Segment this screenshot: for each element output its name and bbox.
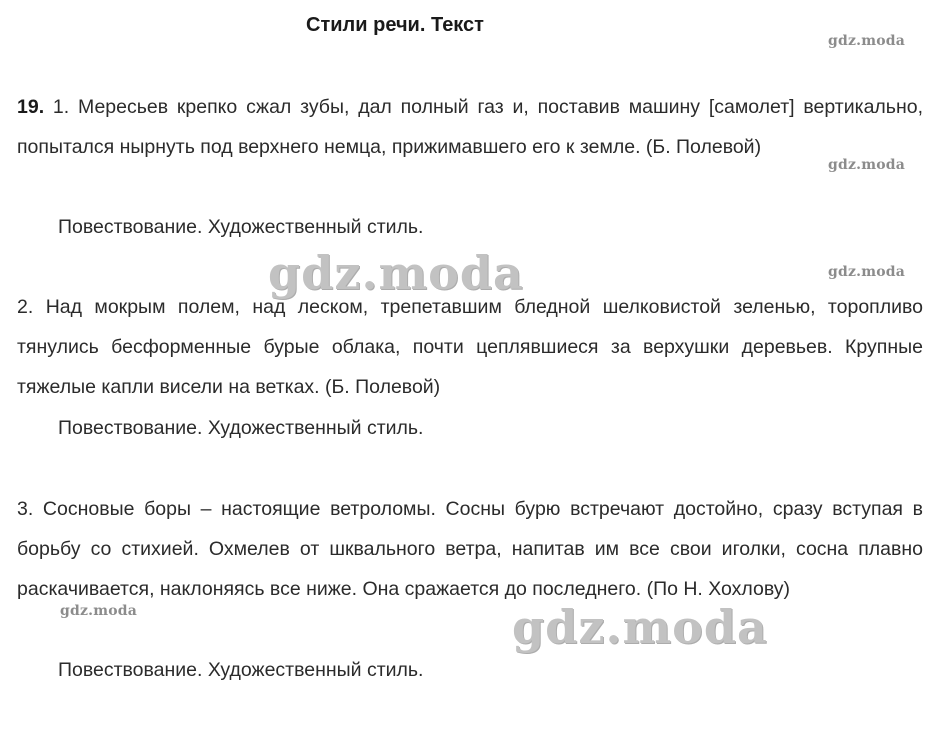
watermark-small: gdz.moda [828,33,906,49]
watermark-small: gdz.moda [828,157,906,173]
page-title: Стили речи. Текст [306,14,484,36]
watermark-large: gdz.moda [512,600,768,654]
item-3-answer: Повествование. Художественный стиль. [58,659,424,681]
item-2-answer: Повествование. Художественный стиль. [58,417,424,439]
item-3-text: 3. Сосновые боры – настоящие ветроломы. Сосны бурю встречают достойно, сразу вступая в борьбу со стихией. Охмелев от шквального ветра, напитав им все свои иголки, сосна плавно раскачивается, наклоняясь все ниже. Она сражается до последнего. (По Н. Хохлову) [17,498,923,600]
watermark-small: gdz.moda [60,603,138,619]
exercise-item-1 [17,87,923,167]
watermark-small: gdz.moda [828,264,906,280]
item-2-text: 2. Над мокрым полем, над леском, трепетавшим бледной шелковистой зеленью, торопливо тянулись бесформенные бурые облака, почти цеплявшиеся за верхушки деревьев. Крупные тяжелые капли висели на ветках. (Б. Полевой) [17,296,923,398]
exercise-item-3 [17,489,923,609]
watermark-large: gdz.moda [268,246,524,300]
exercise-item-2 [17,287,923,407]
item-1-answer: Повествование. Художественный стиль. [58,216,424,238]
exercise-number: 19. [17,96,45,118]
item-1-text: 1. Мересьев крепко сжал зубы, дал полный газ и, поставив машину [самолет] вертикально, попытался нырнуть под верхнего немца, прижимавшего его к земле. (Б. Полевой) [17,96,923,158]
